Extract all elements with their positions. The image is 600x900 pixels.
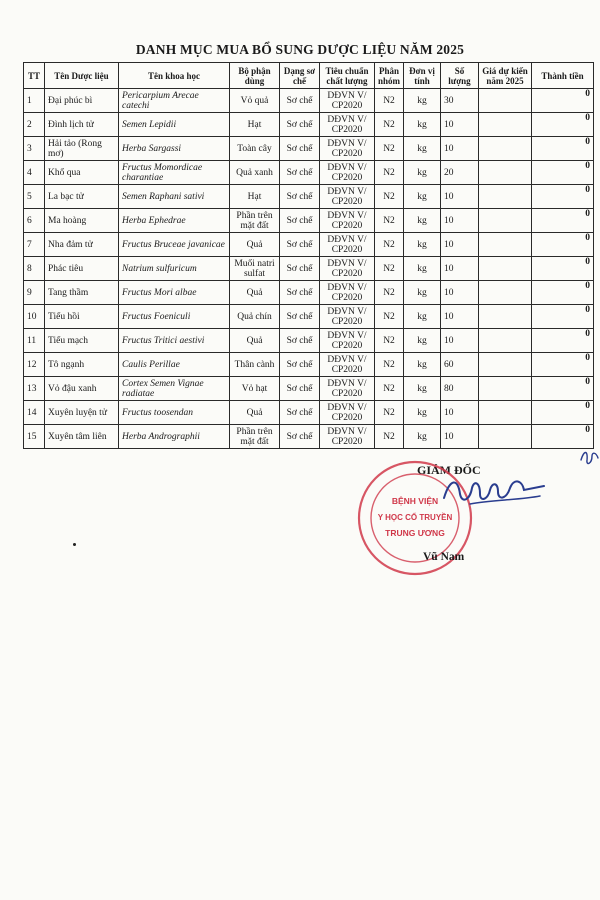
row-processing: Sơ chế <box>280 113 320 137</box>
row-tt: 13 <box>24 377 45 401</box>
row-quantity: 10 <box>441 305 479 329</box>
header-part-used: Bộ phận dùng <box>230 63 280 89</box>
row-total: 0 <box>532 185 594 209</box>
row-processing: Sơ chế <box>280 185 320 209</box>
director-name: Vũ Nam <box>423 551 465 563</box>
row-group: N2 <box>375 89 404 113</box>
row-standard: DĐVN V/ CP2020 <box>320 209 375 233</box>
row-unit: kg <box>404 89 441 113</box>
row-name: Tiểu hồi <box>45 305 119 329</box>
table-row <box>24 401 594 425</box>
row-standard: DĐVN V/ CP2020 <box>320 113 375 137</box>
row-name: Xuyên tâm liên <box>45 425 119 449</box>
row-processing: Sơ chế <box>280 305 320 329</box>
row-tt: 3 <box>24 137 45 161</box>
row-total: 0 <box>532 161 594 185</box>
row-scientific-name: Pericarpium Arecae catechi <box>119 89 230 113</box>
row-scientific-name: Fructus Momordicae charantiae <box>119 161 230 185</box>
row-tt: 1 <box>24 89 45 113</box>
row-tt: 4 <box>24 161 45 185</box>
row-quantity: 80 <box>441 377 479 401</box>
row-quantity: 10 <box>441 425 479 449</box>
row-scientific-name: Caulis Perillae <box>119 353 230 377</box>
row-price <box>479 305 532 329</box>
row-price <box>479 113 532 137</box>
row-group: N2 <box>375 281 404 305</box>
row-standard: DĐVN V/ CP2020 <box>320 281 375 305</box>
row-name: Xuyên luyện tử <box>45 401 119 425</box>
header-quantity: Số lượng <box>441 63 479 89</box>
table-row <box>24 425 594 449</box>
row-price <box>479 329 532 353</box>
header-standard: Tiêu chuẩn chất lượng <box>320 63 375 89</box>
row-tt: 2 <box>24 113 45 137</box>
row-quantity: 10 <box>441 257 479 281</box>
row-group: N2 <box>375 161 404 185</box>
header-unit: Đơn vị tính <box>404 63 441 89</box>
header-name: Tên Dược liệu <box>45 63 119 89</box>
row-unit: kg <box>404 401 441 425</box>
row-group: N2 <box>375 137 404 161</box>
row-price <box>479 401 532 425</box>
table-row <box>24 281 594 305</box>
row-part-used: Quả chín <box>230 305 280 329</box>
row-quantity: 30 <box>441 89 479 113</box>
row-processing: Sơ chế <box>280 209 320 233</box>
row-standard: DĐVN V/ CP2020 <box>320 401 375 425</box>
handwritten-initial-mark <box>578 446 600 468</box>
row-quantity: 10 <box>441 185 479 209</box>
row-part-used: Hạt <box>230 185 280 209</box>
row-part-used: Vỏ quả <box>230 89 280 113</box>
row-scientific-name: Herba Andrographii <box>119 425 230 449</box>
row-standard: DĐVN V/ CP2020 <box>320 329 375 353</box>
row-scientific-name: Fructus toosendan <box>119 401 230 425</box>
row-processing: Sơ chế <box>280 257 320 281</box>
row-tt: 10 <box>24 305 45 329</box>
table-row <box>24 233 594 257</box>
row-scientific-name: Fructus Tritici aestivi <box>119 329 230 353</box>
row-standard: DĐVN V/ CP2020 <box>320 161 375 185</box>
row-total: 0 <box>532 233 594 257</box>
row-tt: 5 <box>24 185 45 209</box>
row-scientific-name: Herba Ephedrae <box>119 209 230 233</box>
row-price <box>479 233 532 257</box>
row-price <box>479 353 532 377</box>
table-row <box>24 353 594 377</box>
row-scientific-name: Semen Raphani sativi <box>119 185 230 209</box>
row-group: N2 <box>375 329 404 353</box>
row-scientific-name: Herba Sargassi <box>119 137 230 161</box>
table-row <box>24 185 594 209</box>
row-group: N2 <box>375 353 404 377</box>
row-processing: Sơ chế <box>280 329 320 353</box>
header-total: Thành tiền <box>532 63 594 89</box>
row-tt: 9 <box>24 281 45 305</box>
row-name: Ma hoàng <box>45 209 119 233</box>
row-standard: DĐVN V/ CP2020 <box>320 233 375 257</box>
row-price <box>479 425 532 449</box>
row-part-used: Toàn cây <box>230 137 280 161</box>
row-unit: kg <box>404 257 441 281</box>
row-group: N2 <box>375 377 404 401</box>
row-standard: DĐVN V/ CP2020 <box>320 257 375 281</box>
row-name: La bạc tử <box>45 185 119 209</box>
row-price <box>479 257 532 281</box>
row-quantity: 60 <box>441 353 479 377</box>
header-processing: Dạng sơ chế <box>280 63 320 89</box>
table-row <box>24 209 594 233</box>
row-unit: kg <box>404 329 441 353</box>
row-name: Hải tảo (Rong mơ) <box>45 137 119 161</box>
table-row <box>24 161 594 185</box>
stray-dot <box>73 543 76 546</box>
row-processing: Sơ chế <box>280 377 320 401</box>
row-processing: Sơ chế <box>280 425 320 449</box>
row-total: 0 <box>532 209 594 233</box>
row-quantity: 10 <box>441 281 479 305</box>
row-total: 0 <box>532 89 594 113</box>
row-part-used: Phần trên mặt đất <box>230 425 280 449</box>
row-unit: kg <box>404 305 441 329</box>
row-name: Đại phúc bì <box>45 89 119 113</box>
row-unit: kg <box>404 209 441 233</box>
row-total: 0 <box>532 329 594 353</box>
row-price <box>479 377 532 401</box>
row-processing: Sơ chế <box>280 353 320 377</box>
row-total: 0 <box>532 353 594 377</box>
director-title: GIÁM ĐỐC <box>417 463 481 477</box>
table-row <box>24 89 594 113</box>
row-group: N2 <box>375 113 404 137</box>
row-tt: 14 <box>24 401 45 425</box>
row-unit: kg <box>404 281 441 305</box>
row-name: Phác tiêu <box>45 257 119 281</box>
row-group: N2 <box>375 233 404 257</box>
row-standard: DĐVN V/ CP2020 <box>320 305 375 329</box>
row-unit: kg <box>404 161 441 185</box>
row-standard: DĐVN V/ CP2020 <box>320 377 375 401</box>
row-total: 0 <box>532 137 594 161</box>
row-unit: kg <box>404 185 441 209</box>
row-price <box>479 185 532 209</box>
stamp-line-3: TRUNG ƯƠNG <box>385 528 445 538</box>
row-tt: 11 <box>24 329 45 353</box>
row-total: 0 <box>532 377 594 401</box>
row-processing: Sơ chế <box>280 401 320 425</box>
table-row <box>24 137 594 161</box>
row-part-used: Phần trên mặt đất <box>230 209 280 233</box>
row-quantity: 10 <box>441 233 479 257</box>
row-price <box>479 161 532 185</box>
header-price: Giá dự kiến năm 2025 <box>479 63 532 89</box>
header-scientific-name: Tên khoa học <box>119 63 230 89</box>
row-unit: kg <box>404 233 441 257</box>
row-scientific-name: Natrium sulfuricum <box>119 257 230 281</box>
row-quantity: 20 <box>441 161 479 185</box>
row-group: N2 <box>375 185 404 209</box>
row-total: 0 <box>532 257 594 281</box>
row-quantity: 10 <box>441 113 479 137</box>
table-row <box>24 305 594 329</box>
row-group: N2 <box>375 257 404 281</box>
row-standard: DĐVN V/ CP2020 <box>320 425 375 449</box>
header-tt: TT <box>24 63 45 89</box>
row-part-used: Hạt <box>230 113 280 137</box>
row-price <box>479 209 532 233</box>
row-total: 0 <box>532 305 594 329</box>
row-quantity: 10 <box>441 137 479 161</box>
row-processing: Sơ chế <box>280 137 320 161</box>
stamp-line-1: BỆNH VIỆN <box>391 496 439 506</box>
row-name: Tô ngạnh <box>45 353 119 377</box>
row-part-used: Muối natri sulfat <box>230 257 280 281</box>
table-row <box>24 329 594 353</box>
table-row <box>24 257 594 281</box>
row-name: Nha đảm tử <box>45 233 119 257</box>
document-title: DANH MỤC MUA BỔ SUNG DƯỢC LIỆU NĂM 2025 <box>135 42 465 57</box>
row-price <box>479 281 532 305</box>
row-tt: 15 <box>24 425 45 449</box>
row-scientific-name: Semen Lepidii <box>119 113 230 137</box>
table-row <box>24 377 594 401</box>
row-tt: 12 <box>24 353 45 377</box>
row-part-used: Quả <box>230 329 280 353</box>
row-total: 0 <box>532 401 594 425</box>
row-scientific-name: Fructus Mori albae <box>119 281 230 305</box>
table-row <box>24 113 594 137</box>
row-quantity: 10 <box>441 329 479 353</box>
row-unit: kg <box>404 113 441 137</box>
row-total: 0 <box>532 113 594 137</box>
row-scientific-name: Fructus Foeniculi <box>119 305 230 329</box>
row-name: Đình lịch tử <box>45 113 119 137</box>
row-part-used: Vỏ hạt <box>230 377 280 401</box>
row-quantity: 10 <box>441 401 479 425</box>
row-quantity: 10 <box>441 209 479 233</box>
row-standard: DĐVN V/ CP2020 <box>320 137 375 161</box>
row-unit: kg <box>404 425 441 449</box>
row-name: Khổ qua <box>45 161 119 185</box>
row-name: Tiểu mạch <box>45 329 119 353</box>
row-name: Tang thầm <box>45 281 119 305</box>
row-standard: DĐVN V/ CP2020 <box>320 185 375 209</box>
row-standard: DĐVN V/ CP2020 <box>320 89 375 113</box>
row-standard: DĐVN V/ CP2020 <box>320 353 375 377</box>
row-scientific-name: Fructus Bruceae javanicae <box>119 233 230 257</box>
row-unit: kg <box>404 137 441 161</box>
row-price <box>479 137 532 161</box>
row-group: N2 <box>375 401 404 425</box>
row-scientific-name: Cortex Semen Vignae radiatae <box>119 377 230 401</box>
herb-list-table <box>23 62 594 449</box>
row-processing: Sơ chế <box>280 161 320 185</box>
row-part-used: Quả xanh <box>230 161 280 185</box>
row-tt: 6 <box>24 209 45 233</box>
row-group: N2 <box>375 425 404 449</box>
row-part-used: Quả <box>230 233 280 257</box>
row-tt: 7 <box>24 233 45 257</box>
row-unit: kg <box>404 353 441 377</box>
row-tt: 8 <box>24 257 45 281</box>
header-group: Phân nhóm <box>375 63 404 89</box>
row-part-used: Quả <box>230 401 280 425</box>
row-processing: Sơ chế <box>280 89 320 113</box>
row-unit: kg <box>404 377 441 401</box>
row-total: 0 <box>532 281 594 305</box>
director-signature <box>440 470 550 510</box>
row-processing: Sơ chế <box>280 233 320 257</box>
row-total: 0 <box>532 425 594 449</box>
row-group: N2 <box>375 209 404 233</box>
row-price <box>479 89 532 113</box>
row-name: Vỏ đậu xanh <box>45 377 119 401</box>
row-group: N2 <box>375 305 404 329</box>
row-part-used: Thân cành <box>230 353 280 377</box>
table-header-row <box>24 63 594 89</box>
row-part-used: Quả <box>230 281 280 305</box>
row-processing: Sơ chế <box>280 281 320 305</box>
stamp-line-2: Y HỌC CỔ TRUYỀN <box>377 513 453 522</box>
